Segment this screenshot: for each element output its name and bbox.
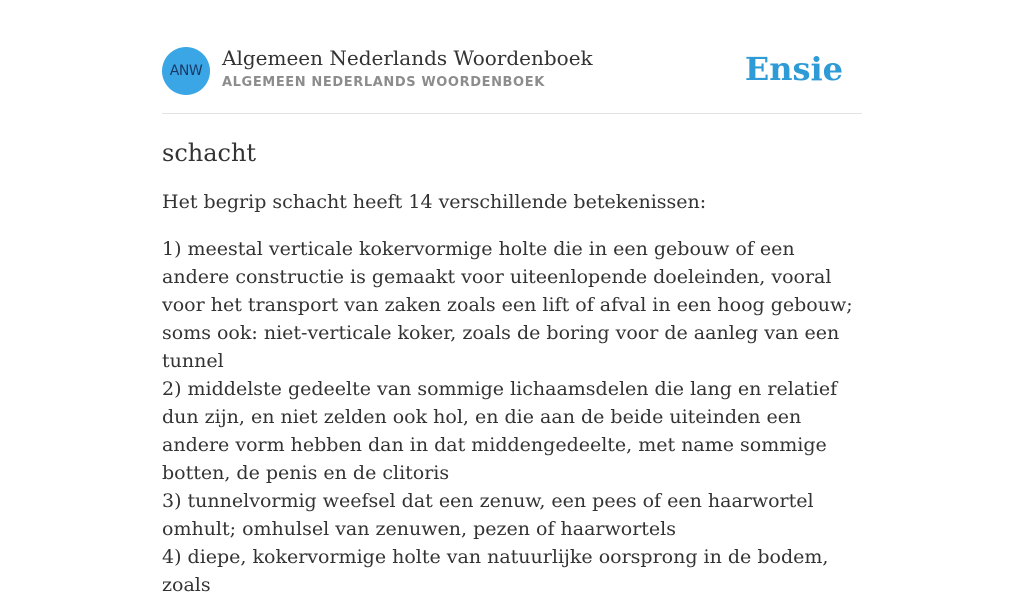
entry-content (162, 138, 862, 599)
site-subtitle: ALGEMEEN NEDERLANDS WOORDENBOEK (222, 75, 545, 90)
page (162, 0, 862, 599)
definition-item: 3) tunnelvormig weefsel dat een zenuw, een pees of een haarwortel omhult; omhulsel van zenuwen, pezen of haarwortels (162, 490, 814, 540)
definition-item: 2) middelste gedeelte van sommige lichaamsdelen die lang en relatief dun zijn, en niet zelden ook hol, en die aan de beide uiteinden een andere vorm hebben dan in dat middengedeelte, met name sommige botten, de penis en de clitoris (162, 378, 838, 484)
definition-list (162, 235, 862, 599)
entry-term: schacht (162, 139, 257, 167)
site-title[interactable]: Algemeen Nederlands Woordenboek (222, 46, 593, 70)
entry-intro: Het begrip schacht heeft 14 verschillende betekenissen: (162, 191, 707, 213)
anw-logo[interactable] (162, 47, 210, 95)
definition-item: 1) meestal verticale kokervormige holte die in een gebouw of een andere constructie is gemaakt voor uiteenlopende doeleinden, vooral voor het transport van zaken zoals een lift of afval in een hoog gebouw; soms ook: niet-verticale koker, zoals de boring voor de aanleg van een tunnel (162, 238, 853, 372)
site-header (162, 0, 862, 114)
definition-item: 4) diepe, kokervormige holte van natuurlijke oorsprong in de bodem, zoals (162, 546, 829, 596)
logo-text: ANW (169, 63, 203, 79)
ensie-logo[interactable]: Ensie (744, 50, 843, 88)
